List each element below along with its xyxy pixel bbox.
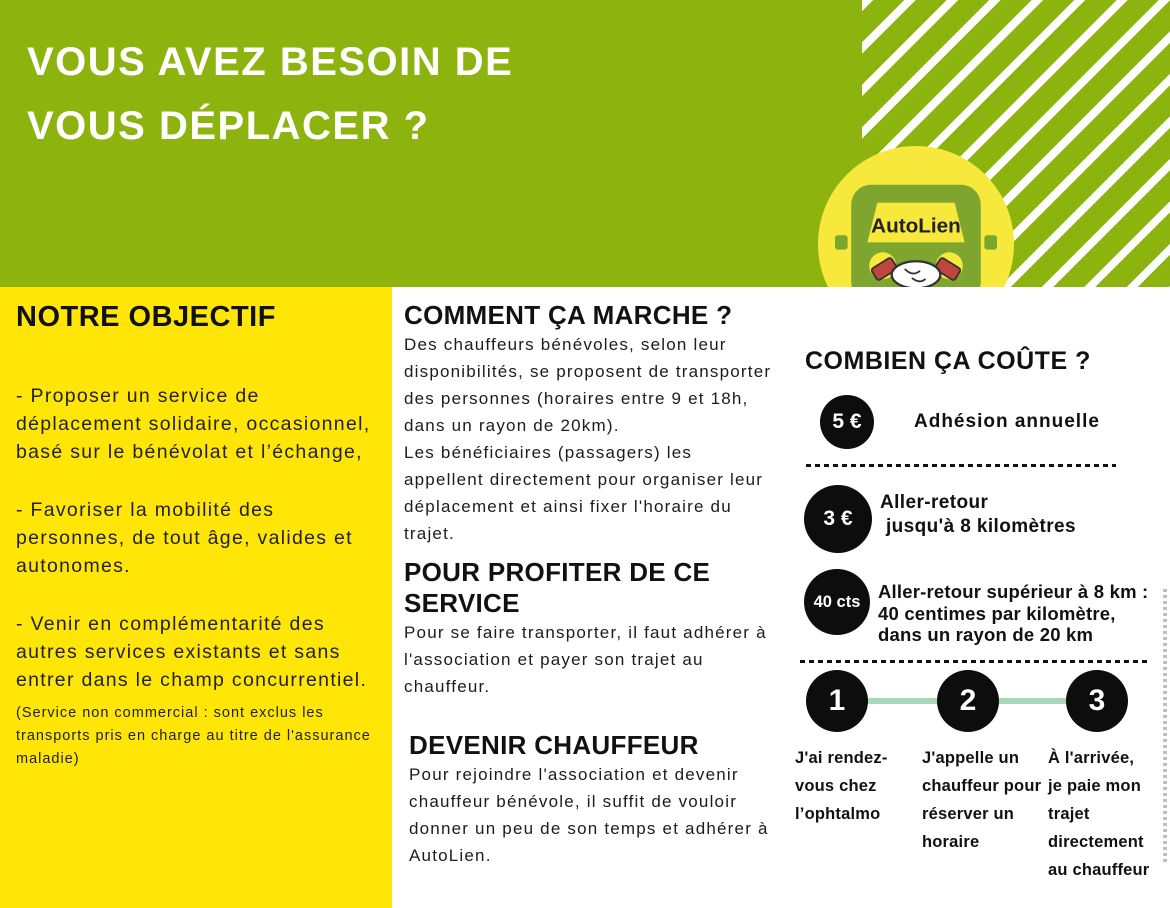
- info-panel: [392, 287, 788, 908]
- step-caption-1: J'ai rendez- vous chez l’ophtalmo: [795, 749, 888, 823]
- cost-heading: COMBIEN ÇA COÛTE ?: [805, 347, 1091, 375]
- profit-heading: POUR PROFITER DE CE SERVICE: [404, 557, 711, 618]
- step-caption-2: J'appelle un chauffeur pour réserver un horaire: [922, 749, 1042, 851]
- how-heading: COMMENT ÇA MARCHE ?: [404, 300, 733, 330]
- step-circle-2: 2: [937, 670, 999, 732]
- car-mirror-left: [835, 235, 848, 249]
- objectives-heading: NOTRE OBJECTIF: [16, 301, 276, 333]
- brand-name: AutoLien: [871, 214, 961, 238]
- driver-paragraph: Pour rejoindre l'association et devenir chauffeur bénévole, il suffit de vouloir donner un peu de son temps et adhérer à AutoLien.: [409, 765, 769, 865]
- dashed-divider: [806, 464, 1116, 467]
- page-title-line2: VOUS DÉPLACER ?: [27, 104, 430, 148]
- profit-paragraph: Pour se faire transporter, il faut adhérer à l'association et payer son trajet au chauffeur.: [404, 623, 767, 696]
- price-label: [878, 581, 1148, 646]
- price-line: jusqu'à 8 kilomètres: [886, 516, 1076, 537]
- how-paragraph: Des chauffeurs bénévoles, selon leur disponibilités, se proposent de transporter des personnes (horaires entre 9 et 18h, dans un rayon de 20km).: [404, 335, 772, 435]
- cost-panel: [788, 287, 1170, 908]
- step-circle-1: 1: [806, 670, 868, 732]
- dashed-divider: [800, 660, 1150, 663]
- price-line: Aller-retour supérieur à 8 km :: [878, 581, 1149, 602]
- price-label: Adhésion annuelle: [914, 411, 1100, 432]
- price-label: [880, 491, 1076, 539]
- price-line: Aller-retour: [880, 492, 989, 513]
- step-caption-3: À l'arrivée, je paie mon trajet directement au chauffeur: [1048, 749, 1150, 879]
- price-line: 40 centimes par kilomètre,: [878, 602, 1116, 624]
- objective-item: - Venir en complémentarité des autres services existants et sans entrer dans le champ concurrentiel.: [16, 613, 368, 691]
- page-title: [27, 30, 513, 158]
- objective-item: - Favoriser la mobilité des personnes, de tout âge, valides et autonomes.: [16, 499, 353, 577]
- edge-fine-print-strip: [1163, 588, 1167, 862]
- objectives-note: (Service non commercial : sont exclus les transports pris en charge au titre de l'assurance maladie): [16, 705, 371, 767]
- step-captions: [795, 744, 1170, 884]
- objectives-panel: [0, 287, 392, 908]
- header-band: [0, 0, 862, 287]
- how-paragraph: Les bénéficiaires (passagers) les appellent directement pour organiser leur déplacement et ainsi fixer l'horaire du trajet.: [404, 443, 764, 543]
- price-badge-40-cents: 40 cts: [804, 569, 870, 635]
- price-badge-5-euros: 5 €: [820, 395, 874, 449]
- step-circle-3: 3: [1066, 670, 1128, 732]
- car-mirror-right: [984, 235, 997, 249]
- price-line: dans un rayon de 20 km: [878, 624, 1094, 645]
- page-title-line1: VOUS AVEZ BESOIN DE: [27, 40, 514, 84]
- driver-heading: DEVENIR CHAUFFEUR: [409, 730, 699, 760]
- objective-item: - Proposer un service de déplacement solidaire, occasionnel, basé sur le bénévolat et l’échange,: [16, 385, 371, 463]
- price-badge-3-euros: 3 €: [804, 485, 872, 553]
